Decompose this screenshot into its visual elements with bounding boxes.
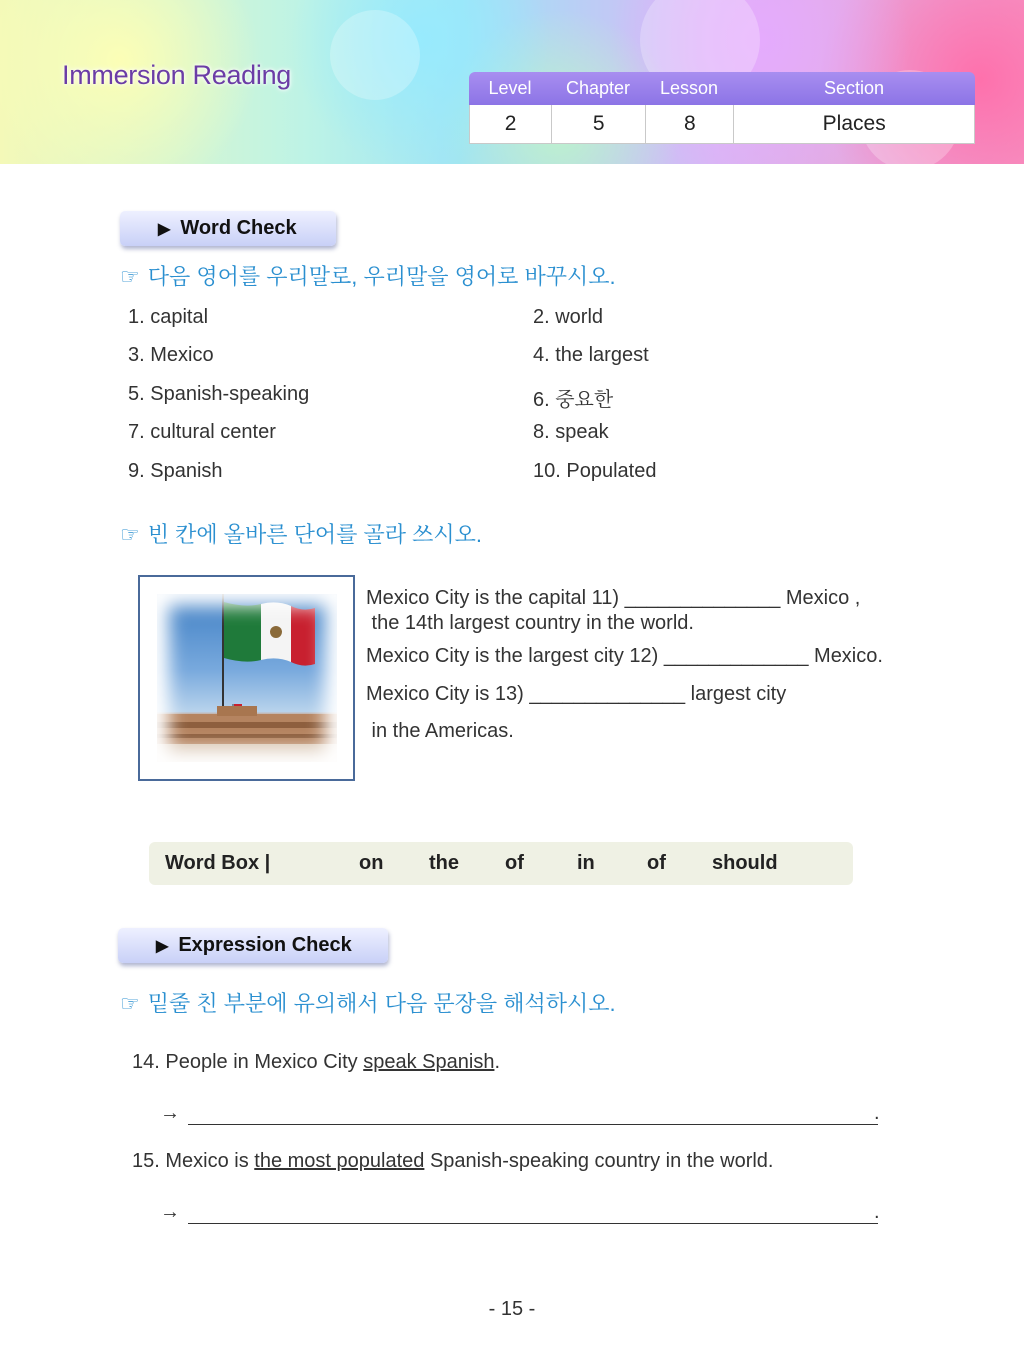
chapter-label: Chapter — [565, 78, 631, 98]
pointing-hand-icon: ☞ — [120, 264, 140, 289]
decor-bubble — [330, 10, 420, 100]
lesson-value: 8 — [646, 105, 734, 143]
q15-end: Spanish-speaking country in the world. — [424, 1150, 774, 1172]
q15-underlined: the most populated — [254, 1150, 425, 1172]
arrow-icon: → — [160, 1102, 180, 1124]
answer-end-mark: . — [874, 1201, 880, 1223]
vocab-item: 5. Spanish-speaking — [128, 382, 310, 405]
answer-underline — [188, 1223, 878, 1224]
answer-underline — [188, 1124, 878, 1125]
word-box-word: of — [505, 852, 524, 874]
brand-title: Immersion Reading — [62, 60, 292, 90]
fill-blank-instruction-text: 빈 칸에 올바른 단어를 골라 쓰시오. — [147, 522, 482, 547]
expression-check-instruction — [120, 987, 616, 1018]
word-box-label: Word Box | — [165, 852, 271, 874]
vocab-item: 9. Spanish — [128, 459, 223, 482]
word-check-title: Word Check — [180, 217, 297, 239]
lesson-label: Lesson — [659, 78, 719, 98]
vocab-row — [128, 383, 828, 421]
vocab-item: 10. Populated — [533, 459, 657, 482]
chapter-value: 5 — [552, 105, 646, 143]
vocab-list — [128, 306, 828, 498]
fill-line: Mexico City is the largest city 12) _____________ Mexico. — [366, 645, 883, 667]
fill-line: in the Americas. — [366, 720, 514, 742]
q14-text: 14. People in Mexico City — [132, 1051, 364, 1073]
level-value: 2 — [470, 105, 552, 143]
vocab-item: 7. cultural center — [128, 421, 276, 444]
arrow-icon: → — [160, 1201, 180, 1223]
triangle-icon: ▶ — [158, 220, 171, 238]
vocab-item: 1. capital — [128, 306, 209, 328]
lesson-info-table — [469, 72, 975, 144]
word-box-word: of — [647, 852, 666, 874]
question-15 — [132, 1150, 773, 1173]
expression-check-heading — [118, 928, 388, 963]
pointing-hand-icon: ☞ — [120, 522, 140, 547]
photo-vignette — [157, 594, 337, 762]
fill-blank-instruction — [120, 518, 482, 549]
q15-text: 15. Mexico is — [132, 1150, 255, 1172]
vocab-row — [128, 306, 828, 344]
section-label: Section — [823, 78, 885, 98]
fill-line: Mexico City is the capital 11) ______________ Mexico , — [366, 587, 861, 609]
pointing-hand-icon: ☞ — [120, 991, 140, 1016]
section-value: Places — [822, 112, 886, 135]
mexico-photo-frame — [138, 575, 355, 781]
vocab-item: 4. the largest — [533, 344, 649, 367]
fill-line: the 14th largest country in the world. — [366, 612, 694, 634]
expression-check-instruction-text: 밑줄 친 부분에 유의해서 다음 문장을 해석하시오. — [147, 991, 616, 1016]
page-number: - 15 - — [488, 1298, 536, 1320]
expression-check-title: Expression Check — [178, 934, 352, 956]
vocab-item: 3. Mexico — [128, 344, 214, 367]
fill-line: Mexico City is 13) ______________ largest city — [366, 683, 787, 705]
vocab-item: 6. 중요한 — [533, 388, 614, 411]
answer-end-mark: . — [874, 1102, 880, 1124]
word-box-word: the — [429, 852, 459, 874]
q14-end: . — [494, 1051, 500, 1073]
vocab-row — [128, 421, 828, 459]
lesson-info-header — [469, 72, 975, 105]
mexico-flag-photo — [157, 594, 337, 762]
header-banner — [0, 0, 1024, 164]
triangle-icon: ▶ — [156, 937, 169, 955]
word-box — [149, 842, 853, 885]
vocab-item: 8. speak — [533, 421, 609, 444]
vocab-row — [128, 460, 828, 498]
vocab-row — [128, 344, 828, 382]
word-box-word: in — [577, 852, 595, 874]
word-check-instruction-text: 다음 영어를 우리말로, 우리말을 영어로 바꾸시오. — [147, 264, 616, 289]
question-14 — [132, 1051, 500, 1074]
word-check-instruction — [120, 260, 616, 291]
lesson-info-values — [469, 105, 975, 144]
word-box-word: on — [359, 852, 384, 874]
q14-underlined: speak Spanish — [363, 1051, 495, 1073]
level-label: Level — [488, 78, 532, 98]
answer-line-14[interactable] — [160, 1102, 880, 1125]
word-check-heading — [120, 211, 336, 246]
answer-line-15[interactable] — [160, 1201, 880, 1224]
vocab-item: 2. world — [533, 306, 604, 328]
word-box-word: should — [712, 852, 778, 874]
